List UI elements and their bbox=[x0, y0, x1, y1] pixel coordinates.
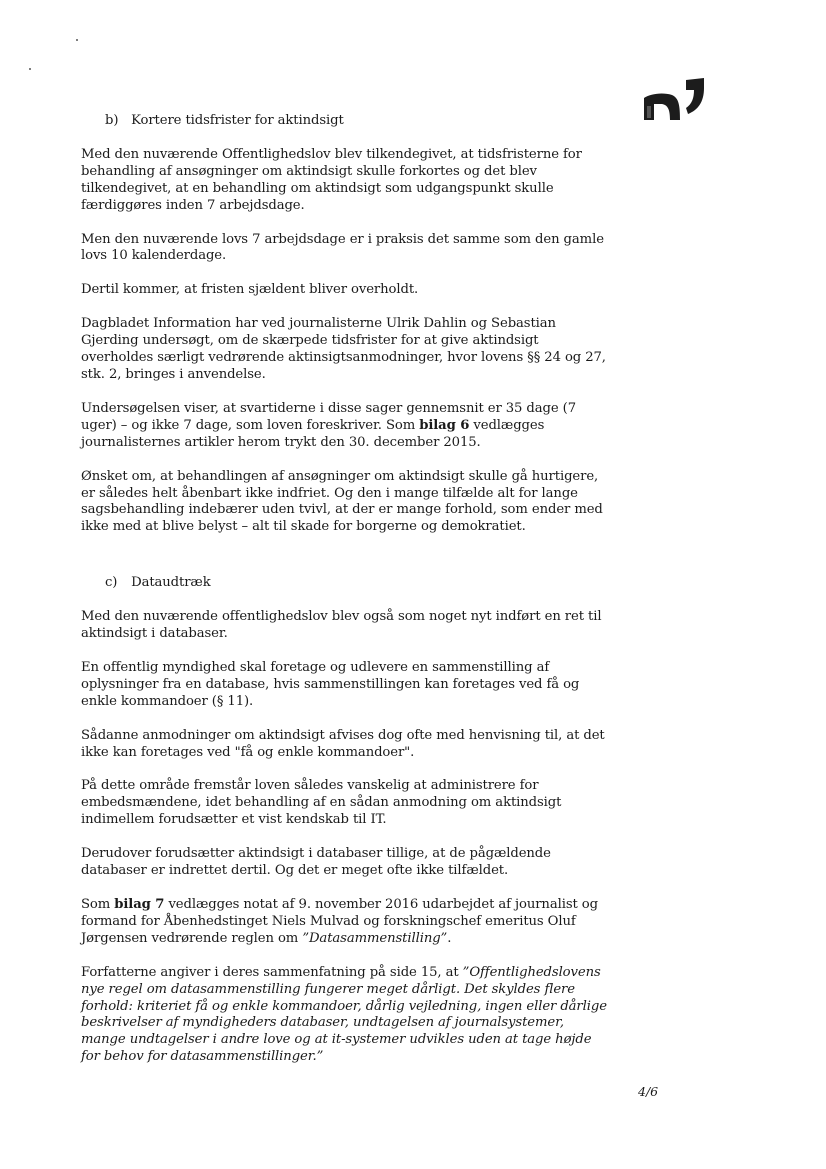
document-body bbox=[81, 113, 611, 1083]
paragraph: En offentlig myndighed skal foretage og udlevere en sammenstilling af oplysninger fra en database, hvis sammenstillingen kan foretages ved få og enkle kommandoer (§ 11). bbox=[81, 659, 580, 709]
paragraph: Med den nuværende offentlighedslov blev også som noget nyt indført en ret til aktindsigt i databaser. bbox=[81, 609, 602, 642]
paragraph bbox=[81, 897, 611, 948]
publisher-logo-icon bbox=[642, 76, 704, 124]
paragraph: Med den nuværende Offentlighedslov blev tilkendegivet, at tidsfristerne for behandling af ansøgninger om aktindsigt skulle forkortes og det blev tilkendegivet, at en behandling om aktindsigt som udgangspunkt skulle færdiggøres inden 7 arbejdsdage. bbox=[81, 146, 582, 213]
page-number: 4/6 bbox=[638, 1084, 659, 1099]
text-run: vedlægges journalisternes artikler herom trykt den 30. december 2015. bbox=[81, 417, 545, 450]
paragraph bbox=[81, 401, 611, 452]
text-run: Undersøgelsen viser, at svartiderne i disse sager gennemsnit er 35 dage (7 uger) – og ikke 7 dage, som loven foreskriver. Som bbox=[81, 400, 576, 433]
paragraph: Ønsket om, at behandlingen af ansøgninger om aktindsigt skulle gå hurtigere, er således helt åbenbart ikke indfriet. Og den i mange tilfælde alt for lange sagsbehandling indebærer uden tvivl, at der er mange forhold, som ender med ikke med at blive belyst – alt til skade for borgerne og demokratiet. bbox=[81, 468, 603, 535]
section-title: Kortere tidsfrister for aktindsigt bbox=[131, 113, 344, 128]
bilag-reference: bilag 7 bbox=[114, 897, 165, 912]
section-heading-c bbox=[81, 575, 611, 592]
paragraph: Dagbladet Information har ved journalisterne Ulrik Dahlin og Sebastian Gjerding undersøgt, om de skærpede tidsfrister for at give aktindsigt overholdes særligt vedrørende aktinsigtsanmodninger, hvor lovens §§ 24 og 27, stk. 2, bringes i anvendelse. bbox=[81, 316, 606, 382]
text-run: Forfatterne angiver i deres sammenfatning på side 15, at bbox=[81, 964, 463, 980]
section-label: b) bbox=[105, 113, 119, 128]
paragraph: Men den nuværende lovs 7 arbejdsdage er i praksis det samme som den gamle lovs 10 kalenderdage. bbox=[81, 231, 604, 264]
paragraph: Derudover forudsætter aktindsigt i databaser tillige, at de pågældende databaser er indrettet dertil. Og det er meget ofte ikke tilfældet. bbox=[81, 846, 551, 879]
text-run: vedlægges notat af 9. november 2016 udarbejdet af journalist og formand for Åbenhedstinget Niels Mulvad og forskningschef emeritus Oluf Jørgensen vedrørende reglen om bbox=[81, 897, 598, 946]
section-title: Dataudtræk bbox=[131, 575, 211, 591]
paragraph: Sådanne anmodninger om aktindsigt afvises dog ofte med henvisning til, at det ikke kan foretages ved "få og enkle kommandoer". bbox=[81, 727, 605, 760]
text-run: . bbox=[447, 930, 452, 946]
section-heading-b bbox=[81, 113, 611, 130]
paragraph: På dette område fremstår loven således vanskelig at administrere for embedsmændene, idet behandling af en sådan anmodning om aktindsigt indimellem forudsætter et vist kendskab til IT. bbox=[81, 778, 562, 828]
paragraph bbox=[81, 965, 611, 1066]
scan-speck bbox=[29, 68, 31, 70]
quoted-title: ”Datasammenstilling” bbox=[302, 930, 448, 946]
text-run: Som bbox=[81, 897, 115, 912]
section-label: c) bbox=[105, 575, 118, 591]
paragraph: Dertil kommer, at fristen sjældent bliver overholdt. bbox=[81, 282, 419, 298]
bilag-reference: bilag 6 bbox=[419, 417, 470, 433]
quotation: ”Offentlighedslovens nye regel om datasammenstilling fungerer meget dårligt. Det skyldes flere forhold: kriteriet få og enkle kommandoer, dårlig vejledning, ingen eller dårlige beskrivelser af myndigheders databaser, undtagelsen af journalsystemer, mange undtagelser i andre love og at it-systemer udvikles uden at tage højde for behov for datasammenstillinger.” bbox=[81, 964, 607, 1065]
scan-speck bbox=[76, 39, 78, 41]
